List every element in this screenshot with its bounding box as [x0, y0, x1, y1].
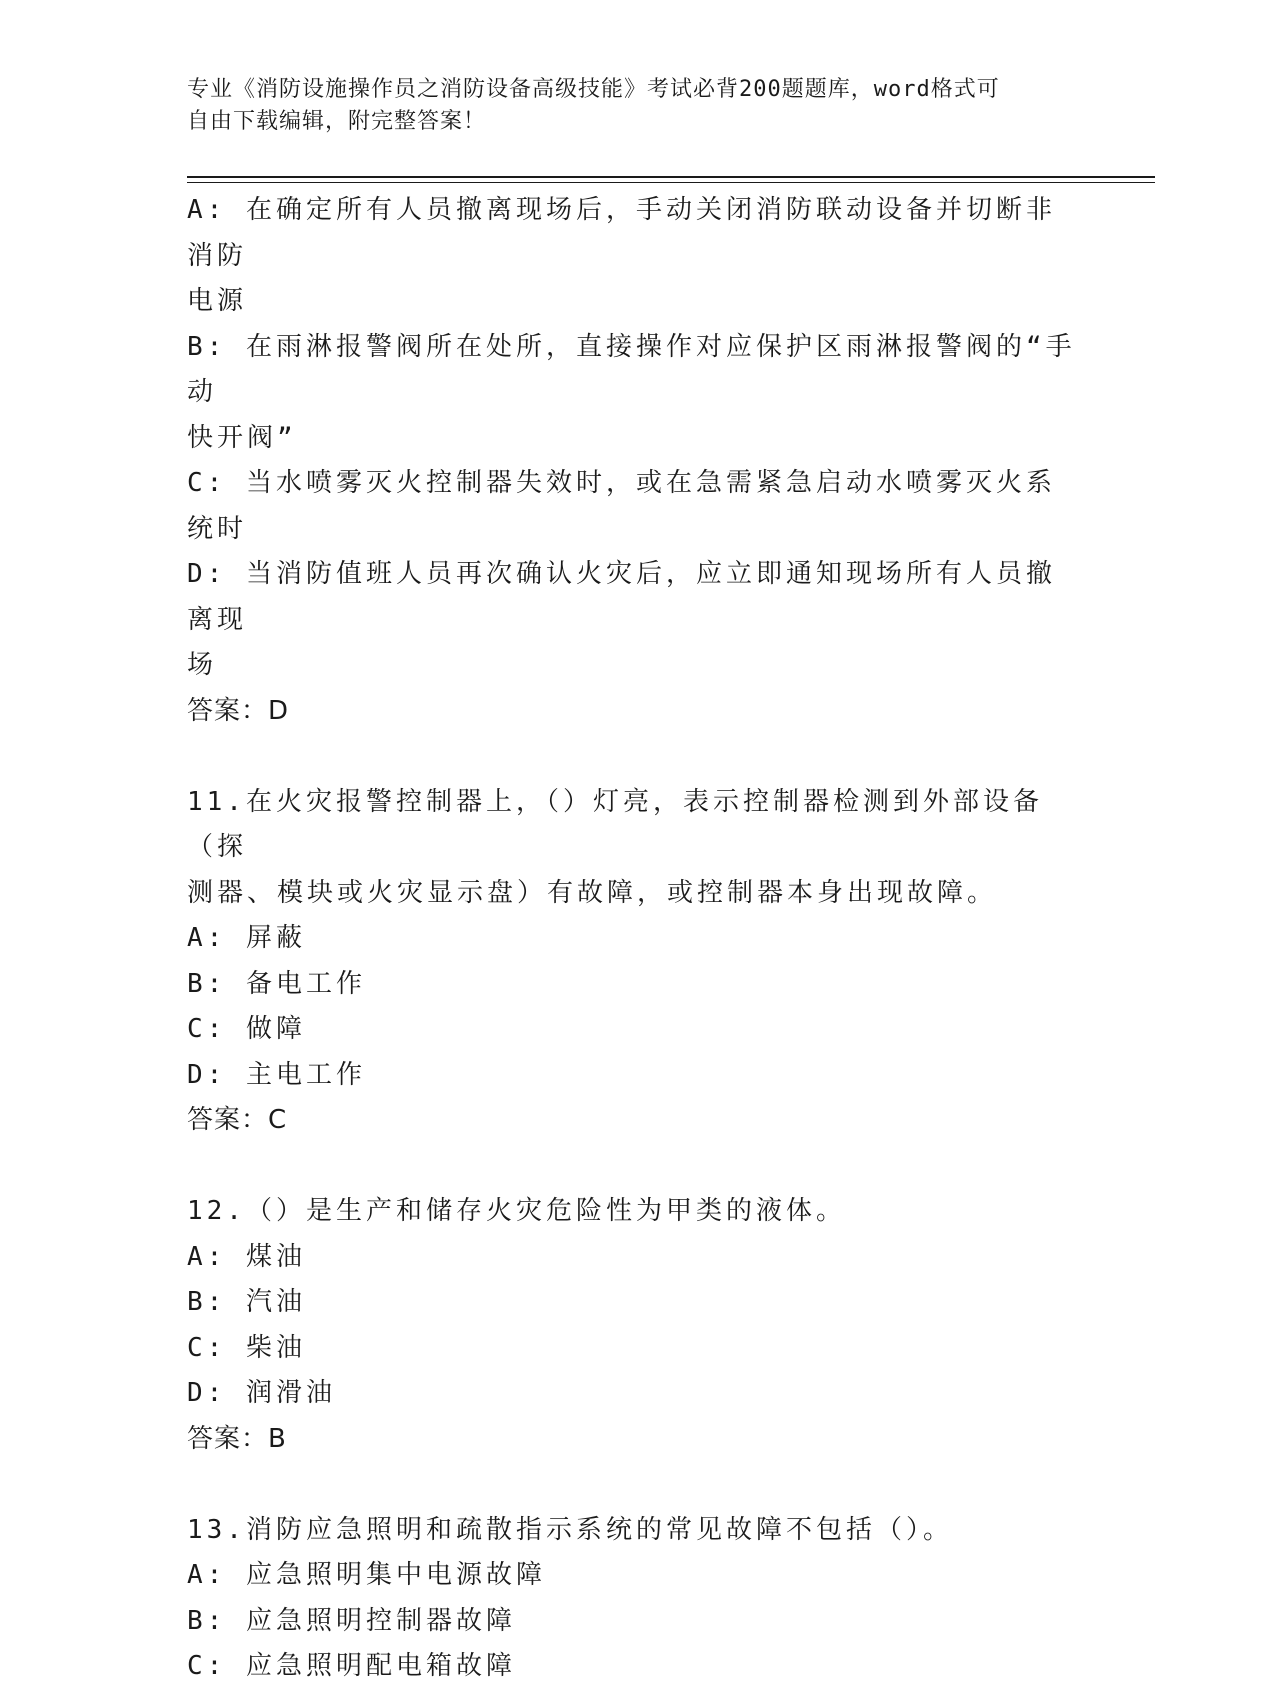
q11-option-d: D: 主电工作	[187, 1059, 366, 1090]
q11-answer: 答案：C	[187, 1105, 288, 1135]
spacer	[187, 1462, 1077, 1508]
header-line-2: 自由下载编辑，附完整答案！	[187, 109, 487, 134]
q10-option-a-line1: A: 在确定所有人员撤离现场后，手动关闭消防联动设备并切断非消防	[187, 195, 1056, 271]
q11-option-b: B: 备电工作	[187, 968, 366, 999]
header-divider-thin	[187, 182, 1155, 183]
question-12-block	[187, 1189, 1077, 1462]
q12-option-a: A: 煤油	[187, 1241, 306, 1272]
q12-option-b: B: 汽油	[187, 1287, 306, 1317]
q10-option-b-line1: B: 在雨淋报警阀所在处所，直接操作对应保护区雨淋报警阀的“手动	[187, 331, 1076, 407]
question-10-block	[187, 188, 1077, 734]
q10-option-a-line2: 电源	[187, 286, 248, 316]
q11-option-a: A: 屏蔽	[187, 923, 306, 953]
question-list	[187, 188, 1077, 1690]
document-header	[187, 74, 1067, 138]
q12-stem: 12.（）是生产和储存火灾危险性为甲类的液体。	[187, 1196, 846, 1226]
q10-option-b-line2: 快开阀”	[187, 422, 297, 453]
q13-option-b: B: 应急照明控制器故障	[187, 1605, 516, 1636]
q12-option-d: D: 润滑油	[187, 1378, 336, 1408]
q10-option-c: C: 当水喷雾灭火控制器失效时，或在急需紧急启动水喷雾灭火系统时	[187, 468, 1056, 544]
question-13-block	[187, 1508, 1077, 1690]
q11-stem-line1: 11.在火灾报警控制器上，（）灯亮，表示控制器检测到外部设备（探	[187, 786, 1043, 862]
q13-option-a: A: 应急照明集中电源故障	[187, 1560, 546, 1590]
header-line-1: 专业《消防设施操作员之消防设备高级技能》考试必背200题题库，word格式可	[187, 77, 1000, 102]
q11-option-c: C: 做障	[187, 1014, 306, 1044]
q10-option-d-line2: 场	[187, 650, 218, 680]
q13-stem: 13.消防应急照明和疏散指示系统的常见故障不包括（）。	[187, 1514, 953, 1545]
spacer	[187, 734, 1077, 780]
q13-option-c: C: 应急照明配电箱故障	[187, 1651, 516, 1681]
q12-option-c: C: 柴油	[187, 1332, 306, 1363]
question-11-block	[187, 780, 1077, 1144]
q10-option-d-line1: D: 当消防值班人员再次确认火灾后，应立即通知现场所有人员撤离现	[187, 559, 1056, 635]
spacer	[187, 1144, 1077, 1190]
q11-stem-line2: 测器、模块或火灾显示盘）有故障，或控制器本身出现故障。	[187, 877, 998, 908]
q12-answer: 答案：B	[187, 1423, 287, 1454]
q10-answer: 答案：D	[187, 695, 290, 726]
header-divider-thick	[187, 176, 1155, 178]
